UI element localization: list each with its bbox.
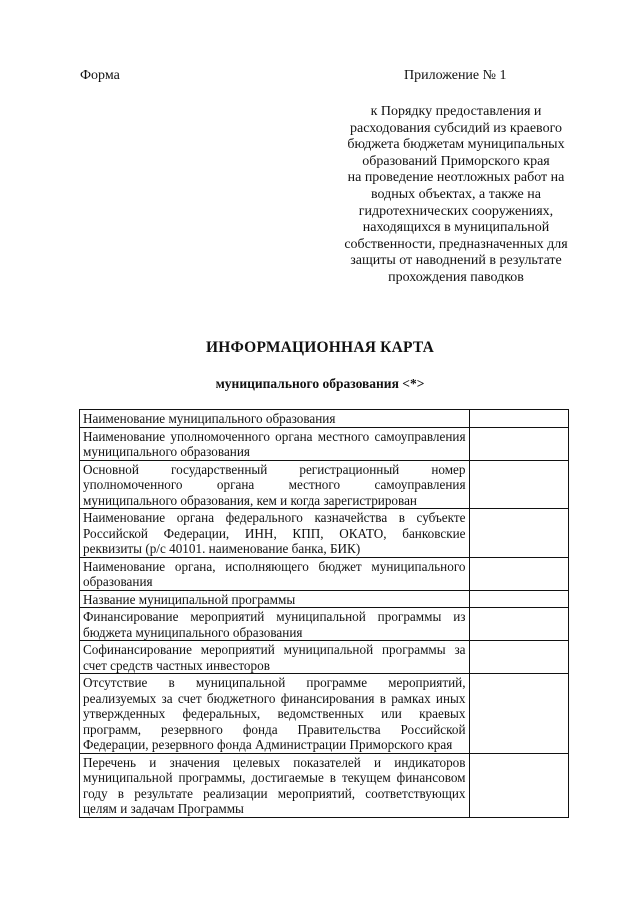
row-label: Наименование муниципального образования bbox=[80, 410, 470, 428]
row-label: Финансирование мероприятий муниципальной программы из бюджета муниципального образования bbox=[80, 608, 470, 641]
row-value bbox=[469, 641, 568, 674]
appendix-title: Приложение № 1 bbox=[404, 68, 507, 83]
table-row bbox=[80, 410, 569, 428]
document-title: ИНФОРМАЦИОННАЯ КАРТА bbox=[205, 339, 435, 356]
appendix-note: к Порядку предоставления и расходования субсидий из краевого бюджета бюджетам муниципальных образований Приморского края на проведение неотложных работ на водных объектах, а также на гидротехнических сооружениях, находящихся в муниципальной собственности, предназначенных для защиты от наводнений в результате прохождения паводков bbox=[344, 104, 568, 285]
table-row bbox=[80, 753, 569, 817]
table-row bbox=[80, 590, 569, 608]
table-row bbox=[80, 427, 569, 460]
info-card-table bbox=[79, 409, 569, 818]
row-label: Основной государственный регистрационный номер уполномоченного органа местного самоуправления муниципального образования, кем и когда зарегистрирован bbox=[80, 460, 470, 509]
table-row bbox=[80, 641, 569, 674]
document-subtitle: муниципального образования <*> bbox=[215, 376, 425, 391]
row-label: Название муниципальной программы bbox=[80, 590, 470, 608]
row-value bbox=[469, 590, 568, 608]
row-label: Отсутствие в муниципальной программе мероприятий, реализуемых за счет бюджетного финансирования в рамках иных утвержденных федеральных, ведомственных или краевых программ, резервного фонда Правительства Российской Федерации, резервного фонда Администрации Приморского края bbox=[80, 674, 470, 754]
row-value bbox=[469, 608, 568, 641]
row-label: Перечень и значения целевых показателей и индикаторов муниципальной программы, достигаемые в текущем финансовом году в результате реализации мероприятий, соответствующих целям и задачам Программы bbox=[80, 753, 470, 817]
form-label: Форма bbox=[80, 68, 120, 83]
table-row bbox=[80, 557, 569, 590]
row-value bbox=[469, 674, 568, 754]
row-label: Наименование уполномоченного органа местного самоуправления муниципального образования bbox=[80, 427, 470, 460]
row-value bbox=[469, 410, 568, 428]
row-label: Наименование органа, исполняющего бюджет муниципального образования bbox=[80, 557, 470, 590]
row-value bbox=[469, 557, 568, 590]
row-value bbox=[469, 753, 568, 817]
table-row bbox=[80, 608, 569, 641]
row-value bbox=[469, 427, 568, 460]
row-value bbox=[469, 460, 568, 509]
table-row bbox=[80, 509, 569, 558]
table-row bbox=[80, 674, 569, 754]
row-label: Софинансирование мероприятий муниципальной программы за счет средств частных инвесторов bbox=[80, 641, 470, 674]
row-value bbox=[469, 509, 568, 558]
row-label: Наименование органа федерального казначейства в субъекте Российской Федерации, ИНН, КПП, ОКАТО, банковские реквизиты (р/с 40101. наименование банка, БИК) bbox=[80, 509, 470, 558]
table-row bbox=[80, 460, 569, 509]
